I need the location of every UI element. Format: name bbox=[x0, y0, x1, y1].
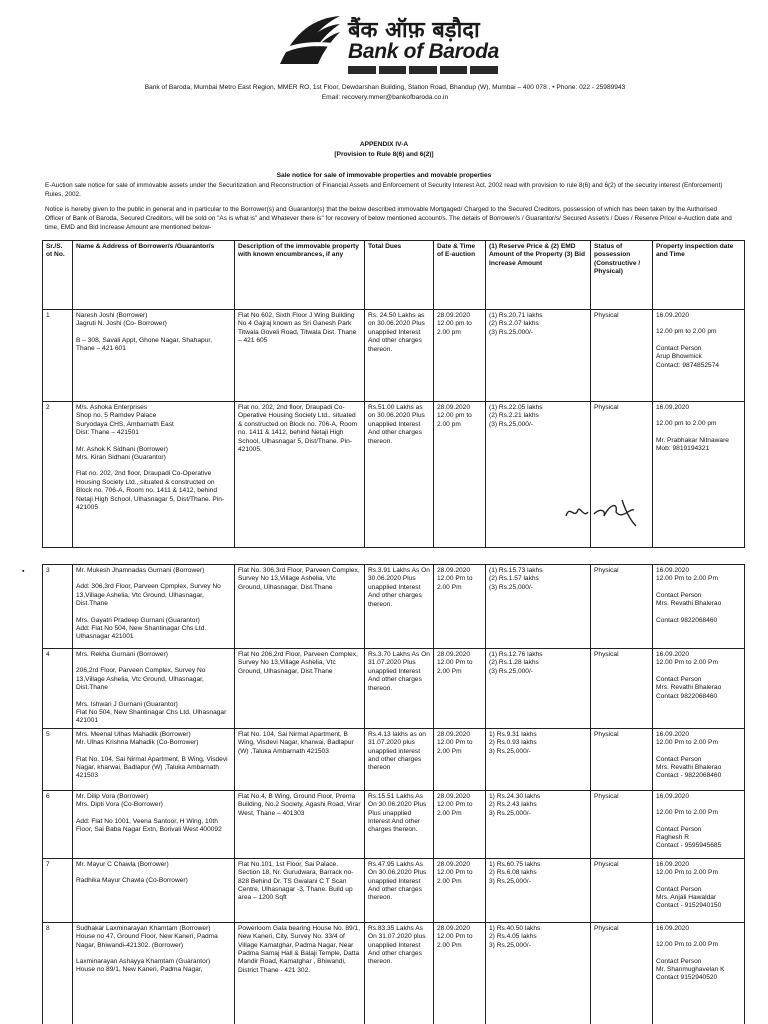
cell-name-line: Flat no. 202, 2nd floor, Draupadi Co-Operative Housing Society Ltd., situated & constructed on Block no. 706-A, Room no. 1411 & 1412, behind Netaji High School, Ulhasnagar 5, Dist/Thane. Pin-421005 bbox=[76, 470, 225, 512]
cell-auction: 28.09.2020 12.00 pm to 2.00 pm bbox=[434, 310, 486, 402]
cell-name-line: Add: Flat No 504, New Shantinagar Chs Ltd. Ulhasnagar 421001 bbox=[76, 625, 208, 641]
paragraph-notice: Notice is hereby given to the public in general and in particular to the Borrower(s) and Guarantor(s) that the below described immovable Mortgaged/ Charged to the Secured Creditors, possession of which has been taken by the Authorised Officer of Bank of Baroda, Secured Creditors, will be sold on "As is what is" and Whatever there is" for recovery of below mentioned account/s. The details of Borrower/s / Guarantor/s/ Secured Asset/s / Dues / Reserve Price/ e-Auction date and time, EMD and Bid Increase Amount are mentioned below- bbox=[45, 206, 732, 231]
cell-property: Powerloom Gala bearing House No. 89/1, New Kaneri, City, Survey No. 33/4 of Village Kamatghar, Padma Nagar, Near Padma Samaj Hall & Balaji Temple, Datta Mandir Road, Kamatghar , Bhiwandi, District Thane - 421 302. bbox=[235, 922, 365, 1024]
cell-reserve-line: 2) Rs.0.93 lakhs bbox=[489, 739, 537, 747]
cell-dues: Rs.15.51 Lakhs As On 30.06.2020 Plus Plus unapplied Interest And other charges thereon. bbox=[365, 790, 434, 858]
cell-sr: 6 bbox=[43, 790, 73, 858]
cell-inspection-line bbox=[656, 818, 741, 826]
logo-hindi-text: बैंक ऑफ़ बड़ौदा bbox=[348, 18, 480, 43]
cell-property: Flat No 206,2rd Floor, Parveen Complex, Survey No 13,Village Ashelia, Vtc Ground, Ulhasnagar, Dist.Thane bbox=[235, 649, 365, 729]
cell-inspection-line: Mrs. Revathi Bhalerao bbox=[656, 600, 722, 608]
cell-reserve-line: 2) Rs.4.05 lakhs bbox=[489, 933, 537, 941]
cell-dues: Rs.3.70 Lakhs As On 31.07.2020 Plus unapplied Interest And other charges thereon. bbox=[365, 649, 434, 729]
cell-name-line: Mr. Ulhas Krishna Mahadik (Co-Borrower) bbox=[76, 739, 199, 747]
cell-auction: 28.09.2020 12.00 Pm to 2.00 Pm bbox=[434, 728, 486, 790]
cell-name-line bbox=[76, 575, 231, 583]
cell-reserve-line: 1) Rs.60.75 lakhs bbox=[489, 860, 541, 868]
cell-dues: Rs.83.35 Lakhs As On 31.07.2020 plus unapplied Interest And other charges thereon. bbox=[365, 922, 434, 1024]
cell-inspection-line: 12.00 Pm to 2.00 Pm bbox=[656, 659, 718, 667]
cell-auction: 28.09.2020 12.00 pm to 2.00 pm bbox=[434, 402, 486, 548]
cell-inspection-line: 16.09.2020 bbox=[656, 792, 690, 800]
cell-inspection-line: 16.09.2020 bbox=[656, 860, 690, 868]
cell-inspection-line: Contact Person bbox=[656, 591, 702, 599]
cell-name bbox=[73, 922, 235, 1024]
cell-name-line: Add: 306,3rd Floor, Parveen Cpmplex, Survey No 13,Village Ashelia, Vtc Ground, Ulhasnagar, Dist.Thane bbox=[76, 583, 223, 608]
cell-status: Physical bbox=[591, 790, 653, 858]
cell-reserve-line: (3) Rs.25,000/- bbox=[489, 420, 533, 428]
cell-name-line: B – 308, Savali Appt, Ghone Nagar, Shahapur, Thane – 421 601 bbox=[76, 336, 214, 353]
cell-reserve bbox=[486, 728, 591, 790]
cell-reserve bbox=[486, 310, 591, 402]
cell-inspection-line: Mob: 9819194321 bbox=[656, 445, 710, 453]
cell-name-line bbox=[76, 609, 231, 617]
header-status: Status of possession (Constructive / Physical) bbox=[591, 241, 653, 310]
cell-name-line: Laxminarayan Ashayya Khamtam (Guarantor) bbox=[76, 958, 211, 966]
cell-inspection-line: Mrs. Anjali Hawaldar bbox=[656, 894, 717, 902]
cell-name-line bbox=[76, 659, 231, 667]
cell-inspection-line bbox=[656, 933, 741, 941]
cell-inspection-line: Mr. Shanmughavelan K bbox=[656, 966, 725, 974]
cell-reserve bbox=[486, 790, 591, 858]
cell-inspection-line: Contact Person bbox=[656, 825, 702, 833]
cell-name-line bbox=[76, 869, 231, 877]
cell-name-line: Flat No 504, New Shantinagar Chs Ltd. Ulhasnagar 421001 bbox=[76, 709, 229, 725]
email-line: Email: recovery.mmer@bankofbaroda.co.in bbox=[321, 94, 449, 101]
cell-name bbox=[73, 858, 235, 922]
cell-reserve bbox=[486, 922, 591, 1024]
cell-reserve bbox=[486, 649, 591, 729]
cell-reserve-line: (3) Rs.25,000/- bbox=[489, 667, 533, 675]
cell-name-line bbox=[76, 438, 231, 446]
cell-name-line: Mrs. Gayatri Pradeep Gurnani (Guarantor) bbox=[76, 616, 200, 624]
cell-inspection-line: Contact 9822068460 bbox=[656, 616, 718, 624]
cell-inspection-line: 12.00 Pm to 2.00 Pm bbox=[656, 809, 718, 817]
cell-name-line: 206,2rd Floor, Parveen Complex, Survey No 13,Village Ashelia, Vtc Ground, Ulhasnagar, Dist.Thane bbox=[76, 667, 208, 692]
cell-inspection-line: Mr. Prabhakar Nitnaware bbox=[656, 436, 729, 444]
cell-reserve-line: 3) Rs.25,000/- bbox=[489, 877, 531, 885]
address-line: Bank of Baroda, Mumbai Metro East Region, MMER RO, 1st Floor, Dewdarshan Building, Station Road, Bhandup (W), Mumbai – 400 078 . • Phone: 022 - 25989943 bbox=[144, 84, 626, 91]
cell-inspection-line: Arup Bhowmick bbox=[656, 353, 702, 361]
sale-notice-heading: Sale notice for sale of immovable properties and movable properties bbox=[276, 172, 492, 179]
cell-inspection-line bbox=[656, 320, 741, 328]
cell-reserve-line: (1) Rs.15.73 lakhs bbox=[489, 567, 543, 574]
cell-name-line bbox=[76, 693, 231, 701]
cell-name-line: Mrs. Meenal Ulhas Mahadik (Borrower) bbox=[76, 730, 191, 738]
cell-sr: 7 bbox=[43, 858, 73, 922]
cell-dues: Rs. 24.50 Lakhs as on 30.06.2020 Plus unapplied Interest And other charges thereon. bbox=[365, 310, 434, 402]
cell-inspection-line: Contact Person bbox=[656, 885, 702, 893]
logo-english-text: Bank of Baroda bbox=[348, 40, 499, 63]
table-row bbox=[43, 565, 745, 649]
cell-inspection bbox=[653, 922, 745, 1024]
cell-name-line: Mr. Mukesh Jhamnadas Gurnani (Borrower) bbox=[76, 567, 205, 574]
cell-auction: 28.09.2020 12.00 Pm to 2.00 Pm bbox=[434, 858, 486, 922]
cell-inspection bbox=[653, 790, 745, 858]
cell-inspection-line bbox=[656, 801, 741, 809]
cell-name-line: Suryodaya CHS, Ambarnath East bbox=[76, 420, 174, 428]
cell-reserve bbox=[486, 565, 591, 649]
cell-inspection-line: Mrs. Revathi Bhalerao bbox=[656, 684, 722, 692]
cell-auction: 28.09.2020 12.00 Pm to 2.00 Pm bbox=[434, 922, 486, 1024]
cell-name-line bbox=[76, 950, 231, 958]
cell-dues: Rs.4.13 lakhs as on 31.07.2020 plus unapplied interest and other charges thereon bbox=[365, 728, 434, 790]
cell-name-line: Naresh Joshi (Borrower) bbox=[76, 312, 148, 319]
cell-name-line: House no 47, Ground Floor, New Kaneri, Padma Nagar, Bhiwandi-421302. (Borrower) bbox=[76, 933, 220, 949]
cell-inspection bbox=[653, 565, 745, 649]
cell-inspection-line bbox=[656, 584, 741, 592]
cell-property: Flat No 602, Sixth Floor J Wing Building No 4 Gajraj known as Sri Ganesh Park Titwala Goveli Road, Titwala Dist. Thane – 421 605 bbox=[235, 310, 365, 402]
cell-name-line: M/s. Ashoka Enterprises bbox=[76, 404, 148, 411]
cell-name-line bbox=[76, 462, 231, 470]
header-sr: Sr./S. ot No. bbox=[43, 241, 73, 310]
cell-dues: Rs.3.91 Lakhs As On 30.06.2020 Plus unapplied Interest And other charges thereon. bbox=[365, 565, 434, 649]
table-row bbox=[43, 310, 745, 402]
header-name: Name & Address of Borrower/s /Guarantor/s bbox=[73, 241, 235, 310]
cell-reserve-line: (1) Rs.22.05 lakhs bbox=[489, 404, 543, 411]
cell-status: Physical bbox=[591, 728, 653, 790]
cell-name-line: Radhika Mayur Chawla (Co-Borrower) bbox=[76, 877, 188, 885]
cell-reserve-line: (3) Rs.25,000/- bbox=[489, 583, 533, 591]
table-row bbox=[43, 922, 745, 1024]
cell-name-line: Add: Flat No 1001, Veena Santoor, H Wing, 10th Floor, Sai Baba Nagar Extn, Borivali West 400092 bbox=[76, 817, 222, 834]
cell-property: Flat No. 306,3rd Floor, Parveen Complex, Survey No 13,Village Ashelia, Vtc Ground, Ulhasnagar, Dist.Thane bbox=[235, 565, 365, 649]
cell-reserve-line: 3) Rs.25,000/- bbox=[489, 747, 531, 755]
cell-inspection-line: 12.00 Pm to 2.00 Pm bbox=[656, 739, 718, 747]
cell-reserve-line: (1) Rs.20.71 lakhs bbox=[489, 312, 543, 319]
cell-dues: Rs.51.00 Lakhs as on 30.06.2020 Plus unapplied Interest And other charges thereon. bbox=[365, 402, 434, 548]
cell-name-line bbox=[76, 748, 231, 756]
cell-reserve-line: (2) Rs.2.07 lakhs bbox=[489, 320, 539, 328]
header-reserve: (1) Reserve Price & (2) EMD Amount of the Property (3) Bid Increase Amount bbox=[486, 241, 591, 310]
cell-inspection-line: Contact 9152940520 bbox=[656, 974, 718, 982]
cell-inspection-line: Contact 9822068460 bbox=[656, 692, 718, 700]
cell-inspection-line: Contact - 9595945685 bbox=[656, 842, 722, 850]
cell-inspection-line: 16.09.2020 bbox=[656, 312, 690, 319]
cell-status: Physical bbox=[591, 922, 653, 1024]
cell-inspection-line: 16.09.2020 bbox=[656, 651, 690, 658]
cell-inspection-line: Contact: 9874852574 bbox=[656, 361, 720, 369]
cell-inspection-line bbox=[656, 748, 741, 756]
header-auction: Date & Time of E-auction bbox=[434, 241, 486, 310]
cell-inspection-line: 16.09.2020 bbox=[656, 730, 690, 738]
cell-sr: 5 bbox=[43, 728, 73, 790]
cell-inspection-line bbox=[656, 429, 741, 437]
cell-inspection-line bbox=[656, 337, 741, 345]
cell-inspection-line: 12.00 Pm to 2.00 Pm bbox=[656, 575, 718, 583]
cell-property: Flat No. 104, Sai Nirmal Apartment, B Wing, Visdevi Nagar, kharwai, Badlapur (W) ,Taluka Ambarnath 421503 bbox=[235, 728, 365, 790]
cell-name-line: Sudhakar Laxminarayan Khamtam (Borrower) bbox=[76, 924, 211, 932]
table-row bbox=[43, 649, 745, 729]
cell-status: Physical bbox=[591, 310, 653, 402]
cell-inspection-line: 16.09.2020 bbox=[656, 924, 690, 932]
cell-name-line: Mr. Ashok K Sidhani (Borrower) bbox=[76, 445, 168, 453]
cell-inspection-line: 12.00 pm to 2.00 pm bbox=[656, 420, 717, 428]
bank-of-baroda-logo-icon bbox=[274, 12, 344, 68]
cell-reserve-line: (3) Rs.25,000/- bbox=[489, 328, 533, 336]
cell-sr: 1 bbox=[43, 310, 73, 402]
cell-name-line: Mr. Mayur C Chawla (Borrower) bbox=[76, 860, 169, 868]
cell-inspection-line: Contact Person bbox=[656, 344, 702, 352]
cell-reserve-line: 1) Rs.24.30 lakhs bbox=[489, 792, 541, 800]
cell-name bbox=[73, 402, 235, 548]
cell-name-line bbox=[76, 810, 231, 818]
cell-name-line: Dist: Thane – 421501 bbox=[76, 429, 139, 437]
cell-inspection-line bbox=[656, 950, 741, 958]
cell-inspection-line bbox=[656, 878, 741, 886]
cell-status: Physical bbox=[591, 565, 653, 649]
cell-sr: 2 bbox=[43, 402, 73, 548]
cell-name bbox=[73, 728, 235, 790]
cell-reserve-line: 1) Rs.9.31 lakhs bbox=[489, 730, 537, 738]
cell-inspection-line: 12.00 pm to 2.00 pm bbox=[656, 328, 717, 336]
cell-reserve-line: (2) Rs.2.21 lakhs bbox=[489, 412, 539, 420]
cell-property: Flat No.101, 1st Floor, Sai Palace, Section 18, Nr. Gurudwara, Barrack no-828 Behind Dr. TS Gwalani C T Scan Centre, Ulhasnagar -3, Thane. Build up area – 1200 Sqft bbox=[235, 858, 365, 922]
signature-icon bbox=[560, 490, 660, 530]
table-row bbox=[43, 790, 745, 858]
cell-inspection-line: 12.00 Pm to 2.00 Pm bbox=[656, 869, 718, 877]
cell-reserve-line: 2) Rs.6.08 lakhs bbox=[489, 869, 537, 877]
appendix-rule: [Provision to Rule 8(6) and 6(2)] bbox=[334, 151, 434, 158]
page2-clip bbox=[0, 560, 768, 1024]
cell-name-line: Mrs. Ishwari J Gurnani (Guarantor) bbox=[76, 700, 178, 708]
appendix-title: APPENDIX IV-A bbox=[359, 141, 409, 148]
cell-inspection bbox=[653, 858, 745, 922]
cell-reserve-line: 3) Rs.25,000/- bbox=[489, 941, 531, 949]
cell-name-line: Mrs. Dipti Vora (Co-Borrower) bbox=[76, 801, 163, 809]
cell-status: Physical bbox=[591, 649, 653, 729]
cell-inspection-line: 16.09.2020 bbox=[656, 567, 690, 574]
table-row bbox=[43, 728, 745, 790]
cell-reserve-line: (2) Rs.1.28 lakhs bbox=[489, 659, 539, 667]
cell-status: Physical bbox=[591, 402, 653, 548]
cell-reserve-line: (2) Rs.1.57 lakhs bbox=[489, 575, 539, 583]
cell-name-line: Jagruti N. Joshi (Co- Borrower) bbox=[76, 320, 167, 328]
cell-auction: 28.09.2020 12.00 Pm to 2.00 Pm bbox=[434, 565, 486, 649]
table-row bbox=[43, 858, 745, 922]
cell-reserve-line: 1) Rs.40.50 lakhs bbox=[489, 924, 541, 932]
cell-name bbox=[73, 649, 235, 729]
cell-status: Physical bbox=[591, 858, 653, 922]
cell-property: Flat No.4, B Wing, Ground Floor, Prerna Building, No.2 Society, Agashi Road, Virar West, Thane – 401303 bbox=[235, 790, 365, 858]
cell-inspection bbox=[653, 649, 745, 729]
cell-inspection-line: Contact Person bbox=[656, 957, 702, 965]
cell-name-line: Mr. Dilip Vora (Borrower) bbox=[76, 792, 149, 800]
cell-name-line: Mrs. Rekha Gurnani (Borrower) bbox=[76, 651, 168, 658]
cell-inspection-line: 12.00 Pm to 2.00 Pm bbox=[656, 941, 718, 949]
cell-inspection bbox=[653, 728, 745, 790]
cell-inspection-line: Raghesh R bbox=[656, 834, 689, 842]
cell-inspection-line: Contact - 9152940150 bbox=[656, 902, 722, 910]
cell-sr: 4 bbox=[43, 649, 73, 729]
cell-name-line: Flat No. 104, Sai Nirmal Apartment, B Wing, Visdevi Nagar, kharwai, Badlapur (W) ,Taluka Ambarnath 421503 bbox=[76, 755, 230, 780]
cell-reserve-line: (1) Rs.12.76 lakhs bbox=[489, 651, 543, 658]
cell-name-line: Shop no. 5 Ramdev Palace bbox=[76, 412, 157, 420]
cell-inspection bbox=[653, 310, 745, 402]
cell-name bbox=[73, 790, 235, 858]
cell-inspection-line: 16.09.2020 bbox=[656, 404, 690, 411]
address-block bbox=[60, 83, 710, 103]
auction-table-page2 bbox=[42, 564, 745, 1024]
cell-auction: 28.09.2020 12.00 Pm to 2.00 Pm bbox=[434, 790, 486, 858]
cell-inspection bbox=[653, 402, 745, 548]
page-mark: ▪ bbox=[22, 568, 25, 575]
cell-inspection-line: Contact Person bbox=[656, 755, 702, 763]
cell-reserve-line: 2) Rs.2.43 lakhs bbox=[489, 801, 537, 809]
cell-name-line: Mrs. Kiran Sidhani (Guarantor) bbox=[76, 454, 166, 462]
header-dues: Total Dues bbox=[365, 241, 434, 310]
bank-logo bbox=[274, 12, 514, 72]
cell-inspection-line: Contact Person bbox=[656, 675, 702, 683]
cell-inspection-line bbox=[656, 412, 741, 420]
paragraph-intro: E-Auction sale notice for sale of immovable assets under the Securitization and Reconstruction of Financial Assets and Enforcement of Security Interest Act, 2002 read with provision to rule 8(6) and 6(2) of the security interest (Enforcement) Rules, 2002. bbox=[45, 182, 723, 198]
cell-inspection-line: Contact - 9822068460 bbox=[656, 772, 722, 780]
cell-name-line: House no 89/1, New Kaneri, Padma Nagar, bbox=[76, 966, 203, 974]
cell-reserve bbox=[486, 858, 591, 922]
cell-name bbox=[73, 310, 235, 402]
header-inspection: Property inspection date and Time bbox=[653, 241, 745, 310]
cell-name bbox=[73, 565, 235, 649]
cell-sr: 3 bbox=[43, 565, 73, 649]
logo-strip bbox=[348, 66, 498, 74]
cell-dues: Rs.47.95 Lakhs As On 30.06.2020 Plus unapplied Interest And other charges thereon. bbox=[365, 858, 434, 922]
cell-inspection-line: Mrs. Revathi Bhalerao bbox=[656, 764, 722, 772]
cell-name-line bbox=[76, 329, 231, 337]
header-property: Description of the immovable property with known encumbrances, if any bbox=[235, 241, 365, 310]
cell-property: Flat no. 202, 2nd floor, Draupadi Co-Operative Housing Society Ltd., situated & constructed on Block no. 706-A, Room no. 1411 & 1412, behind Netaji High School, Ulhasnagar 5, Dist/Thane. Pin-421005. bbox=[235, 402, 365, 548]
table-header-row bbox=[43, 241, 745, 310]
cell-reserve-line: 3) Rs.25,000/- bbox=[489, 809, 531, 817]
cell-sr: 8 bbox=[43, 922, 73, 1024]
cell-inspection-line bbox=[656, 609, 741, 617]
cell-inspection-line bbox=[656, 668, 741, 676]
cell-auction: 28.09.2020 12.00 Pm to 2.00 Pm bbox=[434, 649, 486, 729]
